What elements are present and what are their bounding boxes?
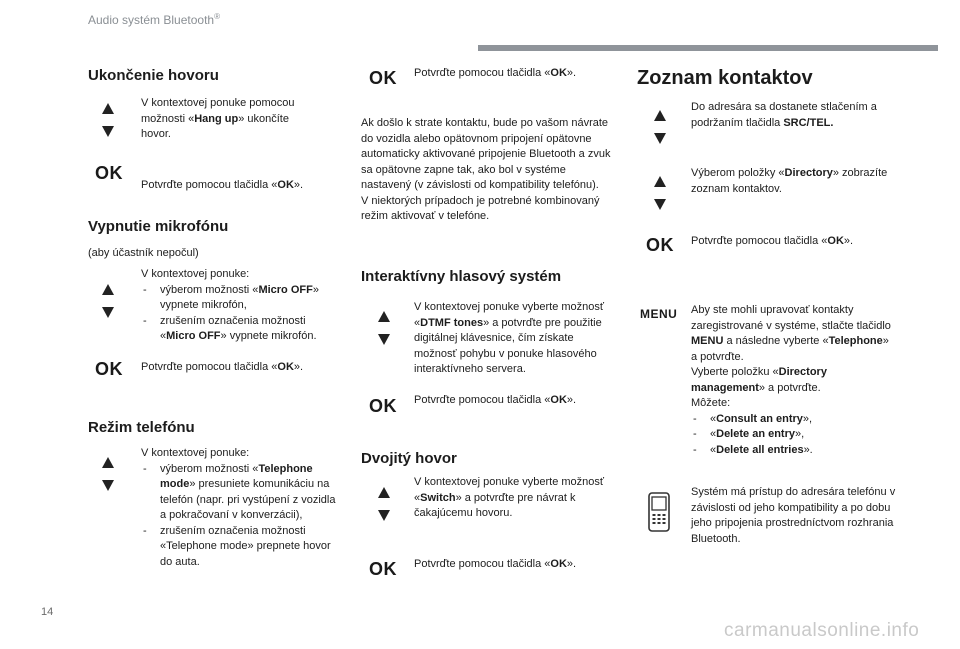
list-item: - «Delete all entries». xyxy=(691,443,891,459)
phone-icon xyxy=(648,492,670,537)
up-down-arrows-icon xyxy=(100,284,116,318)
ok-button-icon: OK xyxy=(95,359,123,379)
watermark: carmanualsonline.info xyxy=(724,620,920,641)
ivr-confirm: Potvrďte pomocou tlačidla «OK». xyxy=(414,394,577,406)
up-down-arrows-icon xyxy=(376,311,392,345)
list-item: - zrušením označenia možnosti «Micro OFF» vypnete mikrofón. xyxy=(141,314,341,345)
up-down-arrows-icon xyxy=(376,487,392,521)
list-item: - zrušením označenia možnosti «Telephone mode» prepnete hovor do auta. xyxy=(141,524,341,571)
mute-mic-confirm: Potvrďte pomocou tlačidla «OK». xyxy=(141,361,304,373)
directory-text: Výberom položky «Directory» zobrazíte zoznam kontaktov. xyxy=(691,167,888,195)
mute-mic-text: V kontextovej ponuke: - výberom možnosti «Micro OFF» vypnete mikrofón, - zrušením označenia možnosti «Micro OFF» vypnete mikrofón. xyxy=(141,267,341,345)
menu-button-icon: MENU xyxy=(640,307,678,321)
ok-button-icon: OK xyxy=(95,163,123,183)
up-down-arrows-icon xyxy=(100,103,116,137)
top-confirm: Potvrďte pomocou tlačidla «OK». xyxy=(414,67,577,79)
up-down-arrows-icon xyxy=(100,457,116,491)
section-title-mute-mic: Vypnutie mikrofónu xyxy=(88,218,229,235)
phone-mode-text: V kontextovej ponuke: - výberom možnosti «Telephone mode» presuniete komunikáciu na telefón (napr. pri vystúpení z vozidla a pokračovaní v konverzácii), - zrušením označenia možnosti «Telephone mode» prepnete hovor do auta. xyxy=(141,446,341,570)
ok-button-icon: OK xyxy=(369,559,397,579)
list-item: - «Delete an entry», xyxy=(691,427,891,443)
list-item: - «Consult an entry», xyxy=(691,412,891,428)
section-title-contacts: Zoznam kontaktov xyxy=(637,67,813,89)
contacts-access-text: Do adresára sa dostanete stlačením a podržaním tlačidla SRC/TEL. xyxy=(691,101,877,129)
edit-contacts-text: Aby ste mohli upravovať kontakty zaregistrované v systéme, stlačte tlačidlo MENU a následne vyberte «Telephone» a potvrďte. Vyberte položku «Directory management» a potvrďte. Môžete: - «Consult an entry», - «Delete an entry», - «Delete all entries». xyxy=(691,303,891,458)
list-item: - výberom možnosti «Telephone mode» presuniete komunikáciu na telefón (napr. pri vystúpení z vozidla a pokračovaní v konverzácii), xyxy=(141,462,341,524)
header-rule xyxy=(478,45,938,51)
directory-note: Systém má prístup do adresára telefónu v závislosti od jeho kompatibility a po dobu jeho pripojenia prostredníctvom rozhrania Bluetooth. xyxy=(691,486,896,545)
mute-mic-note: (aby účastník nepočul) xyxy=(88,247,199,259)
ok-button-icon: OK xyxy=(369,68,397,88)
running-header: Audio systém Bluetooth® xyxy=(88,12,220,27)
reconnect-paragraph: Ak došlo k strate kontaktu, bude po vašom návrate do vozidla alebo opätovnom pripojení opätovne automaticky aktivované pripojenie Bluetooth a zvuk sa opätovne zapne tak, ako bol v systéme nastavený (v závislosti od kompatibility telefónu). V niektorých prípadoch je potrebné kombinovaný režim aktivovať v telefóne. xyxy=(361,117,611,222)
section-title-ivr: Interaktívny hlasový systém xyxy=(361,268,562,285)
ivr-text: V kontextovej ponuke vyberte možnosť «DTMF tones» a potvrďte pre použitie digitálnej klávesnice, čím získate možnosť pohybu v ponuke hlasového interaktívneho servera. xyxy=(414,301,605,375)
list-item: - výberom možnosti «Micro OFF» vypnete mikrofón, xyxy=(141,283,341,314)
section-title-double-call: Dvojitý hovor xyxy=(361,450,457,467)
up-down-arrows-icon xyxy=(652,110,668,144)
section-title-phone-mode: Režim telefónu xyxy=(88,419,195,436)
page-number: 14 xyxy=(41,606,54,618)
contacts-confirm: Potvrďte pomocou tlačidla «OK». xyxy=(691,235,854,247)
ok-button-icon: OK xyxy=(646,235,674,255)
double-call-text: V kontextovej ponuke vyberte možnosť «Switch» a potvrďte pre návrat k čakajúcemu hovoru. xyxy=(414,476,605,519)
end-call-confirm: Potvrďte pomocou tlačidla «OK». xyxy=(141,179,304,191)
ok-button-icon: OK xyxy=(369,396,397,416)
end-call-text: V kontextovej ponuke pomocou možnosti «Hang up» ukončíte hovor. xyxy=(141,97,295,140)
up-down-arrows-icon xyxy=(652,176,668,210)
double-call-confirm: Potvrďte pomocou tlačidla «OK». xyxy=(414,558,577,570)
section-title-end-call: Ukončenie hovoru xyxy=(88,67,219,84)
